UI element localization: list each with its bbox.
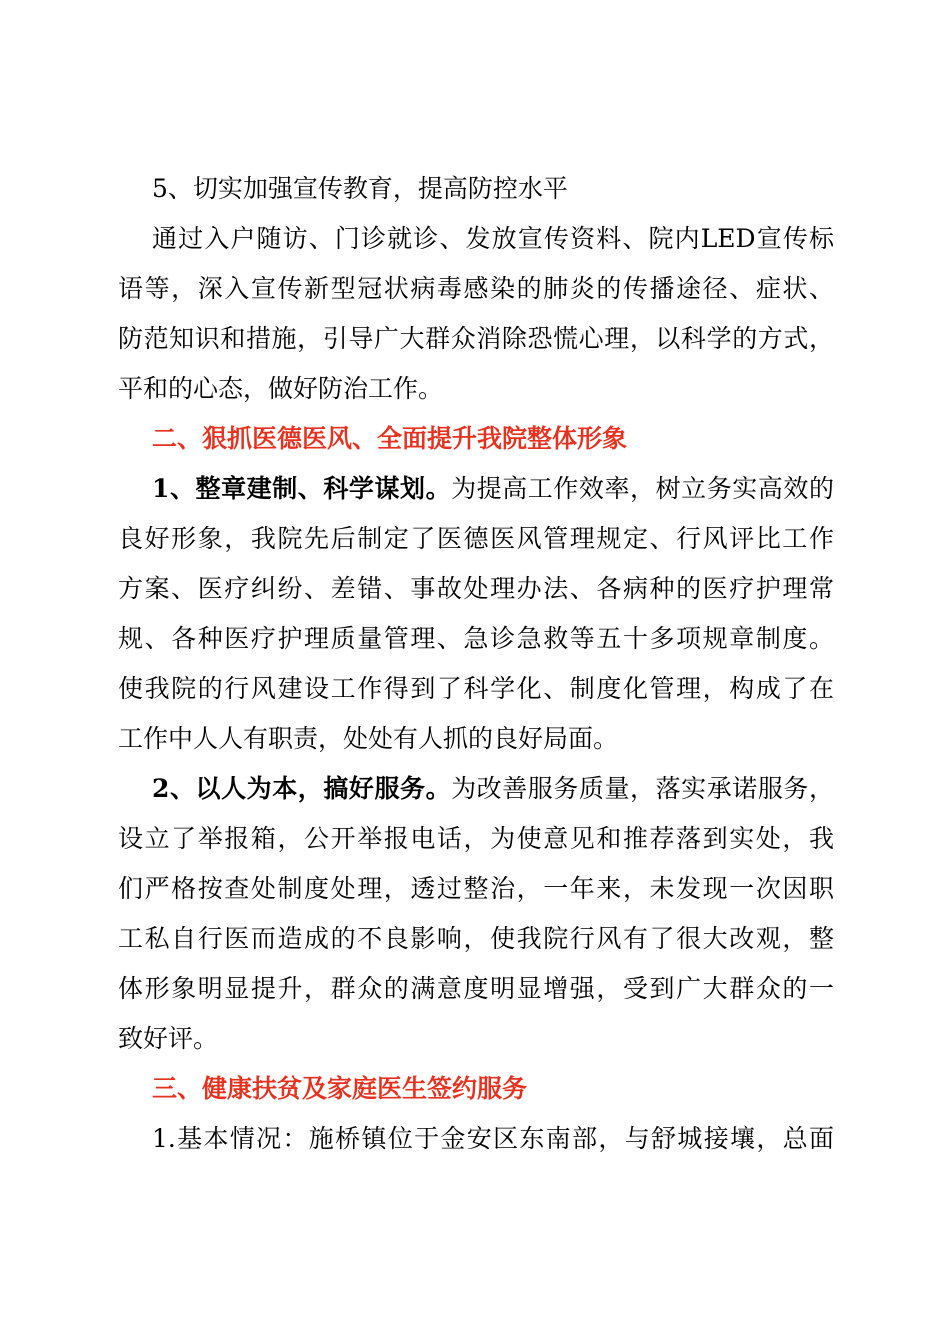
item-2-title: 2、以人为本，搞好服务。 xyxy=(152,774,452,803)
item-1-text: 为提高工作效率，树立务实高效的 xyxy=(451,474,834,503)
paragraph-line xyxy=(118,772,834,806)
paragraph-line: 体形象明显提升，群众的满意度明显增强，受到广大群众的一 xyxy=(118,974,834,1003)
section-3-heading: 三、健康扶贫及家庭医生签约服务 xyxy=(152,1074,528,1103)
paragraph-line: 防范知识和措施，引导广大群众消除恐慌心理，以科学的方式， xyxy=(118,324,834,353)
paragraph-line: 工作中人人有职责，处处有人抓的良好局面。 xyxy=(118,724,619,753)
item-1-title: 1、整章建制、科学谋划。 xyxy=(152,474,452,503)
paragraph-line: 平和的心态，做好防治工作。 xyxy=(118,374,444,403)
paragraph-line: 使我院的行风建设工作得到了科学化、制度化管理，构成了在 xyxy=(118,674,834,703)
paragraph-line: 规、各种医疗护理质量管理、急诊急救等五十多项规章制度。 xyxy=(118,624,834,653)
paragraph-line: 们严格按查处制度处理，透过整治，一年来，未发现一次因职 xyxy=(118,874,834,903)
paragraph-line: 方案、医疗纠纷、差错、事故处理办法、各病种的医疗护理常 xyxy=(118,574,834,603)
paragraph-line: 通过入户随访、门诊就诊、发放宣传资料、院内LED宣传标 xyxy=(152,224,834,253)
paragraph-line: 1.基本情况：施桥镇位于金安区东南部，与舒城接壤，总面 xyxy=(152,1124,834,1153)
paragraph-line: 设立了举报箱，公开举报电话，为使意见和推荐落到实处，我 xyxy=(118,824,834,853)
paragraph-line: 致好评。 xyxy=(118,1024,219,1053)
paragraph-line: 工私自行医而造成的不良影响，使我院行风有了很大改观，整 xyxy=(118,924,834,953)
item-2-text: 为改善服务质量，落实承诺服务， xyxy=(451,774,834,803)
paragraph-line: 良好形象，我院先后制定了医德医风管理规定、行风评比工作 xyxy=(118,524,834,553)
subsection-5-heading: 5、切实加强宣传教育，提高防控水平 xyxy=(152,174,568,203)
paragraph-line: 语等，深入宣传新型冠状病毒感染的肺炎的传播途径、症状、 xyxy=(118,274,834,303)
paragraph-line xyxy=(118,472,834,506)
section-2-heading: 二、狠抓医德医风、全面提升我院整体形象 xyxy=(152,424,628,453)
